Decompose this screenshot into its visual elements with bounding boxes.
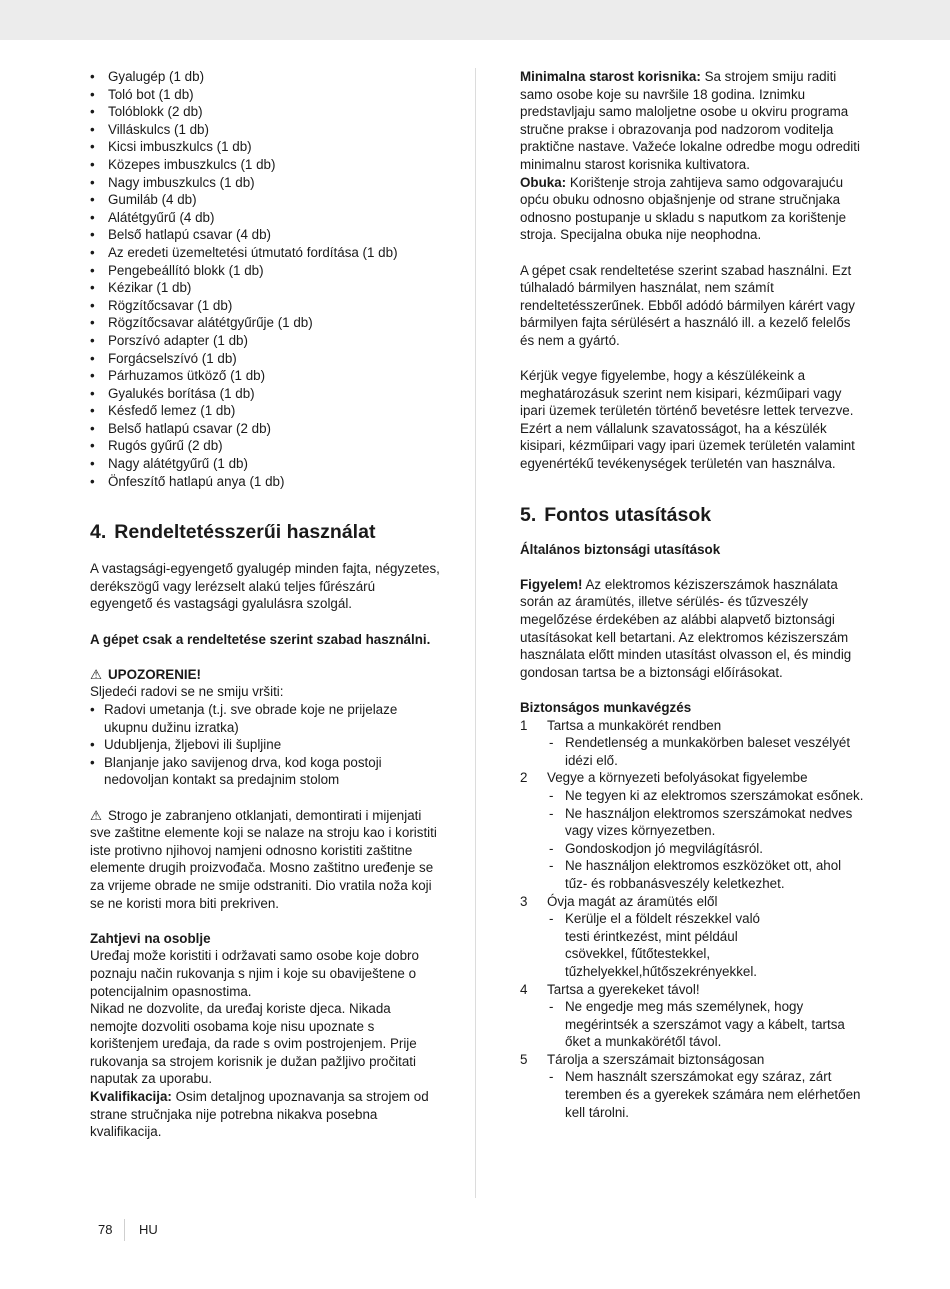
top-bar bbox=[0, 0, 950, 40]
column-divider bbox=[475, 68, 476, 1198]
attention-paragraph bbox=[520, 576, 865, 682]
list-item: 5 Tárolja a szerszámait biztonságosan - Nem használt szerszámokat egy száraz, zárt teremben és a gyerekek számára nem elérhetően kell tárolni. bbox=[520, 1051, 865, 1121]
left-column bbox=[90, 68, 440, 1141]
section-number: 5. bbox=[520, 503, 537, 526]
page-number: 78 bbox=[98, 1222, 113, 1237]
list-item: • Önfeszítő hatlapú anya (1 db) bbox=[90, 473, 440, 491]
list-item: 1 Tartsa a munkakörét rendben - Rendetlenség a munkakörben baleset veszélyét idézi elő. bbox=[520, 717, 865, 770]
personnel-heading: Zahtjevi na osoblje bbox=[90, 930, 211, 946]
list-item: • Radovi umetanja (t.j. sve obrade koje ne prijelaze ukupnu dužinu izratka) bbox=[90, 701, 440, 736]
warning-heading bbox=[90, 666, 440, 684]
list-item: • Rögzítőcsavar alátétgyűrűje (1 db) bbox=[90, 314, 440, 332]
list-item: • Belső hatlapú csavar (4 db) bbox=[90, 226, 440, 244]
list-item: • Blanjanje jako savijenog drva, kod koga postoji nedovoljan kontakt sa predajnim stolom bbox=[90, 754, 440, 789]
min-age-text: Sa strojem smiju raditi samo osobe koje su navršile 18 godina. Iznimku predstavljaju samo maloljetne osobe u okviru programa stručne prakse i obrazovanja pod nadzorom voditelja praktične nastave. Važeće lokalne odredbe mogu odrediti minimalnu starost korisnika kultivatora. bbox=[520, 69, 860, 172]
list-item: - Ne használjon elektromos szerszámokat nedves vagy vizes környezetben. bbox=[547, 805, 865, 840]
section-4-heading bbox=[90, 520, 440, 544]
training-paragraph bbox=[520, 174, 865, 244]
personnel-text-1: Uređaj može koristiti i održavati samo osobe koje dobro poznaju način rukovanja s njim i koje su obaviještene o potencijalnim opasnostima. bbox=[90, 948, 419, 999]
list-item: • Kicsi imbuszkulcs (1 db) bbox=[90, 138, 440, 156]
warning-icon: ⚠ bbox=[90, 807, 103, 823]
list-item: • Párhuzamos ütköző (1 db) bbox=[90, 367, 440, 385]
section-number: 4. bbox=[90, 521, 107, 544]
attention-text: Az elektromos kéziszerszámok használata során az áramütés, illetve sérülés- és tűzveszély megelőzése érdekében az alábbi alapvető biztonsági utasításokat kell betartani. Az elektromos kéziszerszám használata előtt minden utasítást olvasson el, és mindig gondosan tartsa be a biztonsági előírásokat. bbox=[520, 576, 852, 680]
list-item: • Gumiláb (4 db) bbox=[90, 191, 440, 209]
list-item: • Tolóblokk (2 db) bbox=[90, 103, 440, 121]
list-item: • Rugós gyűrű (2 db) bbox=[90, 437, 440, 455]
min-age-paragraph bbox=[520, 68, 865, 174]
footer-divider bbox=[124, 1219, 125, 1241]
liability-paragraph: Kérjük vegye figyelembe, hogy a készülékeink a meghatározásuk szerint nem kisipari, kézműipari vagy ipari üzemek területén történő bevetésre lettek tervezve. Ezért a nem vállalunk szavatosságot, ha a készülék kisipari, kézműipari vagy ipari üzemek területén valamint egyenértékű tevékenységek területén van használva. bbox=[520, 368, 855, 472]
list-item: • Alátétgyűrű (4 db) bbox=[90, 209, 440, 227]
min-age-label: Minimalna starost korisnika: bbox=[520, 69, 701, 84]
qualification-text: Osim detaljnog upoznavanja sa strojem od strane stručnjaka nije potrebna nikakva posebna kvalifikacija. bbox=[90, 1089, 429, 1140]
personnel-text-2: Nikad ne dozvolite, da uređaj koriste djeca. Nikada nemojte dozvoliti osobama koje nisu upoznate s korištenjem uređaja, da rade s ovim postrojenjem. Prije rukovanja sa strojem korisnik je dužan pažljivo pročitati naputak za uporabu. bbox=[90, 1001, 417, 1087]
list-item: • Kézikar (1 db) bbox=[90, 279, 440, 297]
qualification-label: Kvalifikacija: bbox=[90, 1089, 172, 1105]
list-item: 2 Vegye a környezeti befolyásokat figyelembe - Ne tegyen ki az elektromos szerszámokat esőnek. - Ne használjon elektromos szerszámokat nedves vagy vizes környezetben. - Gondoskodjon jó megvilágításról. - Ne használjon elektromos eszközöket ott, ahol tűz- és robbanásveszély keletkezhet. bbox=[520, 769, 865, 892]
list-item: • Késfedő lemez (1 db) bbox=[90, 402, 440, 420]
warning-title: UPOZORENIE! bbox=[108, 666, 201, 682]
language-code: HU bbox=[139, 1222, 158, 1237]
list-item: - Ne tegyen ki az elektromos szerszámokat esőnek. bbox=[547, 787, 865, 805]
section-title: Rendeltetésszerűi használat bbox=[114, 521, 376, 544]
list-item: - Kerülje el a földelt részekkel való testi érintkezést, mint például csövekkel, fűtőtestekkel, tűzhelyekkel,hűtőszekrényekkel. bbox=[547, 910, 767, 980]
list-item: • Nagy imbuszkulcs (1 db) bbox=[90, 174, 440, 192]
list-item: • Közepes imbuszkulcs (1 db) bbox=[90, 156, 440, 174]
list-item: - Rendetlenség a munkakörben baleset veszélyét idézi elő. bbox=[547, 734, 865, 769]
warning-list bbox=[90, 701, 440, 789]
page-footer bbox=[98, 1219, 158, 1241]
list-item: • Gyalugép (1 db) bbox=[90, 68, 440, 86]
list-item: - Nem használt szerszámokat egy száraz, zárt teremben és a gyerekek számára nem elérhetően kell tárolni. bbox=[547, 1068, 865, 1121]
list-item: - Gondoskodjon jó megvilágításról. bbox=[547, 840, 865, 858]
list-item: • Gyalukés borítása (1 db) bbox=[90, 385, 440, 403]
intended-use-note: A gépet csak a rendeltetése szerint szabad használni. bbox=[90, 631, 431, 647]
section-title: Fontos utasítások bbox=[544, 503, 712, 526]
list-item: • Toló bot (1 db) bbox=[90, 86, 440, 104]
list-item: - Ne engedje meg más személynek, hogy megérintsék a szerszámot vagy a kábelt, tartsa őket a munkakörétől távol. bbox=[547, 998, 865, 1051]
safe-work-heading: Biztonságos munkavégzés bbox=[520, 700, 692, 715]
safety-warning-text: Strogo je zabranjeno otklanjati, demontirati i mijenjati sve zaštitne elemente koji se nalaze na stroju kao i koristiti iste protivno njihovoj namjeni odnosno koristiti zaštitne elemente drugih proizvođača. Mosno zaštitno uređenje se za vrijeme obrade ne smije odstraniti. Dio vratila noža koji se ne koristi mora biti prekriven. bbox=[90, 807, 437, 911]
list-item: 4 Tartsa a gyerekeket távol! - Ne engedje meg más személynek, hogy megérintsék a szerszámot vagy a kábelt, tartsa őket a munkakörétől távol. bbox=[520, 981, 865, 1051]
attention-label: Figyelem! bbox=[520, 576, 583, 592]
usage-paragraph: A gépet csak rendeltetése szerint szabad használni. Ezt túlhaladó bármilyen használat, nem számít rendeltetésszerűnek. Ebből adódó bármilyen kárért vagy bármilyen fajta sérülésért a használó ill. a kezelő felelős és nem a gyártó. bbox=[520, 262, 855, 348]
list-item: • Rögzítőcsavar (1 db) bbox=[90, 297, 440, 315]
list-item: • Nagy alátétgyűrű (1 db) bbox=[90, 455, 440, 473]
qualification-paragraph bbox=[90, 1088, 440, 1141]
list-item: • Az eredeti üzemeltetési útmutató fordítása (1 db) bbox=[90, 244, 440, 262]
intended-use-text: A vastagsági-egyengető gyalugép minden fajta, négyzetes, derékszögű vagy lerézselt alakú teljes fűrészárú egyengető és vastagsági gyalulásra szolgál. bbox=[90, 561, 440, 612]
list-item: • Belső hatlapú csavar (2 db) bbox=[90, 420, 440, 438]
list-item: • Udubljenja, žljebovi ili šupljine bbox=[90, 736, 440, 754]
list-item: • Forgácselszívó (1 db) bbox=[90, 350, 440, 368]
training-text: Korištenje stroja zahtijeva samo odgovarajuću opću obuku odnosno objašnjenje od strane stručnjaka odnosno postupanje u skladu s naputkom za korištenje stroja. Specijalna obuka nije neophodna. bbox=[520, 174, 847, 243]
general-safety-subtitle: Általános biztonsági utasítások bbox=[520, 541, 721, 557]
parts-list bbox=[90, 68, 440, 490]
warning-intro: Sljedeći radovi se ne smiju vršiti: bbox=[90, 684, 284, 700]
training-label: Obuka: bbox=[520, 174, 567, 190]
list-item: 3 Óvja magát az áramütés elől - Kerülje el a földelt részekkel való testi érintkezést, mint például csövekkel, fűtőtestekkel, tűzhelyekkel,hűtőszekrényekkel. bbox=[520, 893, 865, 981]
right-column bbox=[520, 68, 865, 1121]
section-5-heading bbox=[520, 503, 865, 527]
list-item: - Ne használjon elektromos eszközöket ott, ahol tűz- és robbanásveszély keletkezhet. bbox=[547, 857, 865, 892]
list-item: • Pengebeállító blokk (1 db) bbox=[90, 262, 440, 280]
list-item: • Villáskulcs (1 db) bbox=[90, 121, 440, 139]
warning-icon: ⚠ bbox=[90, 666, 103, 682]
safety-warning-paragraph bbox=[90, 807, 440, 913]
list-item: • Porszívó adapter (1 db) bbox=[90, 332, 440, 350]
safety-rules-list bbox=[520, 717, 865, 1122]
